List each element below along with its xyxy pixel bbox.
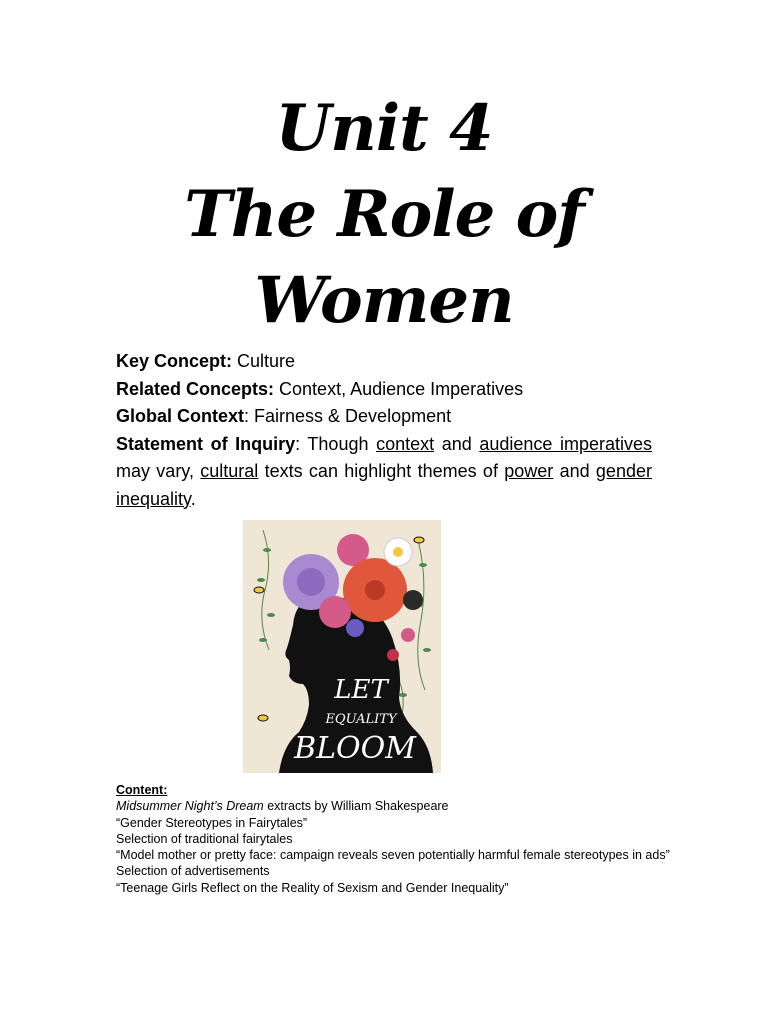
content-item: “Gender Stereotypes in Fairytales” (116, 815, 308, 830)
title-line-1: Unit 4 (275, 91, 493, 166)
global-context-label: Global Context (116, 406, 245, 426)
content-item-title: Midsummer Night’s Dream (116, 799, 264, 814)
global-context-row (116, 403, 652, 431)
content-item (116, 798, 676, 814)
related-concepts-value: Context, Audience Imperatives (274, 378, 524, 399)
content-list (116, 782, 676, 896)
content-item: “Teenage Girls Reflect on the Reality of Sexism and Gender Inequality” (116, 880, 509, 895)
inquiry-text: and (434, 433, 480, 454)
statement-of-inquiry (116, 431, 652, 514)
concepts-section (116, 348, 652, 513)
title-line-2: The Role of (184, 177, 584, 252)
inquiry-term-audience-imperatives: audience imperatives (479, 433, 652, 454)
content-item: “Model mother or pretty face: campaign reveals seven potentially harmful female stereotypes in ads” (116, 848, 670, 863)
inquiry-text: . (190, 488, 196, 509)
title-line-3: Women (254, 263, 514, 338)
inquiry-term-context: context (376, 433, 435, 454)
global-context-value: : Fairness & Development (244, 406, 452, 426)
key-concept-label: Key Concept: (116, 351, 233, 371)
inquiry-text: texts can highlight themes of (258, 461, 505, 481)
poster-word-bloom: BLOOM (294, 731, 416, 766)
poster-illustration (243, 520, 441, 773)
inquiry-term-power: power (504, 461, 554, 481)
key-concept-value: Culture (232, 351, 296, 371)
poster-word-let: LET (334, 675, 388, 705)
inquiry-text: : Though (295, 433, 377, 454)
related-concepts-label: Related Concepts: (116, 378, 275, 399)
poster-word-equality: EQUALITY (325, 712, 397, 727)
content-item: Selection of advertisements (116, 864, 270, 879)
content-item: Selection of traditional fairytales (116, 831, 293, 846)
let-equality-bloom-poster (243, 520, 441, 773)
inquiry-term-cultural: cultural (200, 461, 259, 481)
content-heading: Content: (116, 783, 168, 797)
key-concept-row (116, 348, 652, 376)
unit-title (0, 86, 768, 344)
content-item-text: extracts by William Shakespeare (263, 799, 449, 814)
related-concepts-row (116, 376, 652, 404)
inquiry-label: Statement of Inquiry (116, 433, 296, 454)
inquiry-text: may vary, (116, 461, 201, 481)
inquiry-text: and (553, 461, 596, 481)
inquiry-term-gender-inequality: gender inequality (116, 461, 652, 509)
